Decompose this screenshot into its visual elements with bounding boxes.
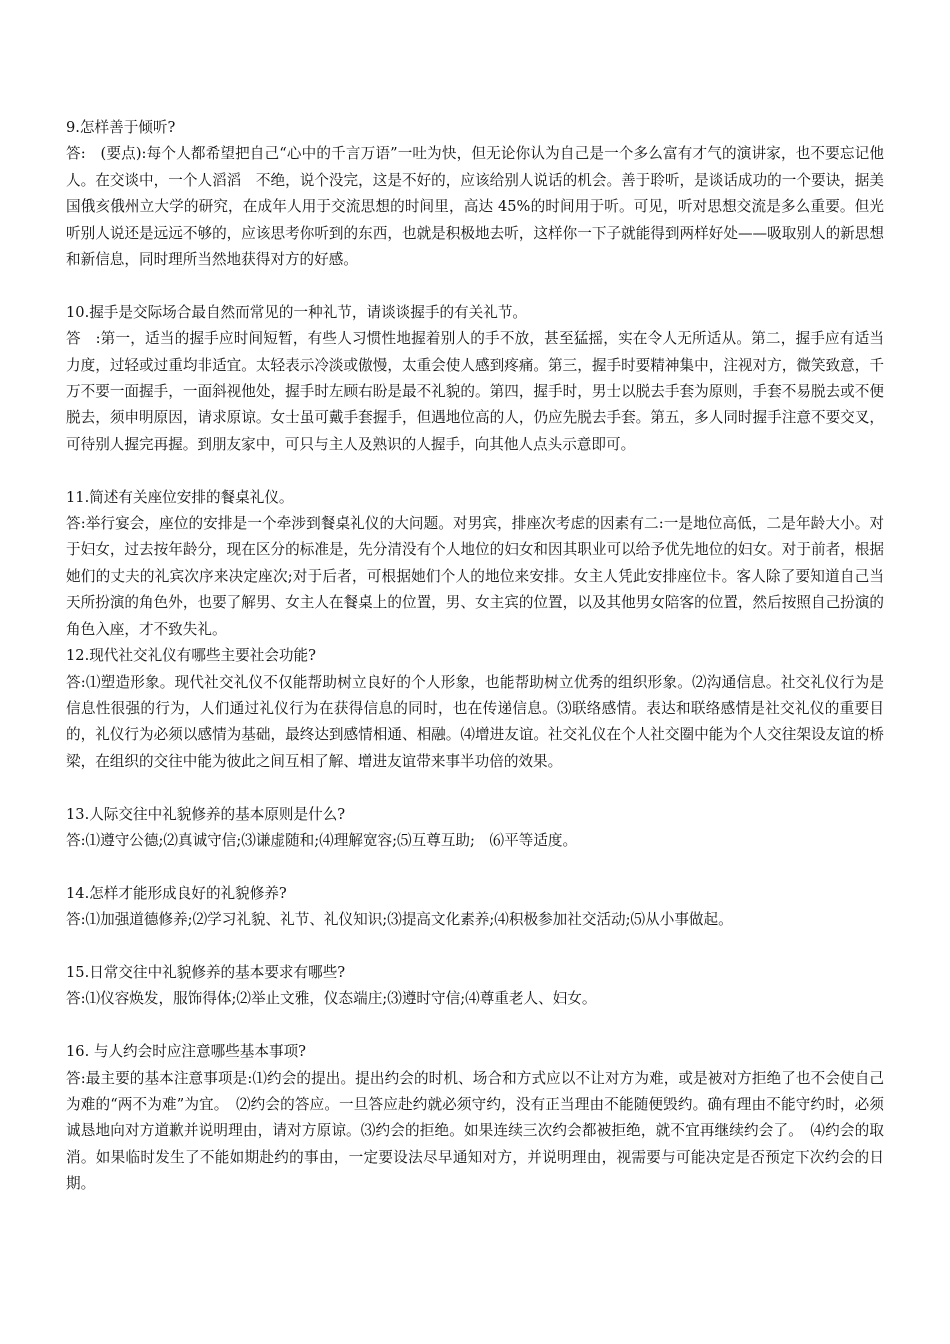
answer-text: 答:⑴加强道德修养;⑵学习礼貌、礼节、礼仪知识;⑶提高文化素养;⑷积极参加社交活动;⑸从小事做起。	[66, 911, 733, 929]
paragraph-gap	[66, 458, 884, 484]
answer-text: 答:⑴仪容焕发，服饰得体;⑵举止文雅，仪态端庄;⑶遵时守信;⑷尊重老人、妇女。	[66, 990, 597, 1008]
paragraph-gap	[66, 273, 884, 299]
question-text: 9.怎样善于倾听?	[66, 119, 176, 136]
paragraph-gap	[66, 1013, 884, 1039]
qa-item-15	[66, 960, 884, 1013]
answer-text: 答:最主要的基本注意事项是:⑴约会的提出。提出约会的时机、场合和方式应以不让对方为难，或是被对方拒绝了也不会使自己为难的“两不为难”为宜。 ⑵约会的答应。一旦答应赴约就必须守约，没有正当理由不能随便毁约。确有理由不能守约时，必须诚恳地向对方道歉并说明理由，请对方原谅。⑶约会的拒绝。如果连续三次约会都被拒绝，就不宜再继续约会了。 ⑷约会的取消。如果临时发生了不能如期赴约的事由，一定要设法尽早通知对方，并说明理由，视需要与可能决定是否预定下次约会的日期。	[66, 1069, 884, 1193]
question-text: 15.日常交往中礼貌修养的基本要求有哪些?	[66, 963, 346, 981]
question-text: 16. 与人约会时应注意哪些基本事项?	[66, 1043, 306, 1061]
qa-item-14	[66, 881, 884, 934]
document-page	[66, 115, 884, 1198]
answer-text: 答 :第一，适当的握手应时间短暂，有些人习惯性地握着别人的手不放，甚至猛摇，实在令人无所适从。第二，握手应有适当力度，过轻或过重均非适宜。太轻表示冷淡或傲慢，太重会使人感到疼痛。第三，握手时要精神集中，注视对方，微笑致意，千万不要一面握手，一面斜视他处，握手时左顾右盼是最不礼貌的。第四，握手时，男士以脱去手套为原则，手套不易脱去或不便脱去，须申明原因，请求原谅。女士虽可戴手套握手，但遇地位高的人，仍应先脱去手套。第五，多人同时握手注意不要交叉，可待别人握完再握。到朋友家中，可只与主人及熟识的人握手，向其他人点头示意即可。	[66, 330, 884, 453]
question-text: 10.握手是交际场合最自然而常见的一种礼节，请谈谈握手的有关礼节。	[66, 303, 528, 321]
qa-item-9	[66, 115, 884, 273]
answer-text: 答:⑴遵守公德;⑵真诚守信;⑶谦虚随和;⑷理解宽容;⑸互尊互助; ⑹平等适度。	[66, 831, 578, 849]
paragraph-gap	[66, 934, 884, 960]
qa-item-13	[66, 802, 884, 855]
qa-item-16	[66, 1039, 884, 1197]
answer-text: 答: (要点):每个人都希望把自己“心中的千言万语”一吐为快，但无论你认为自己是一个多么富有才气的演讲家，也不要忘记他人。在交谈中，一个人滔滔 不绝，说个没完，这是不好的，应该给别人说话的机会。善于聆听，是谈话成功的一个要诀，据美国俄亥俄州立大学的研究，在成年人用于交流思想的时间里，高达 45%的时间用于听。可见，听对思想交流是多么重要。但光听别人说还是远远不够的，应该思考你听到的东西，也就是积极地去听，这样你一下子就能得到两样好处——吸取别人的新思想和新信息，同时理所当然地获得对方的好感。	[66, 145, 884, 269]
qa-item-12	[66, 643, 884, 775]
answer-text: 答:举行宴会，座位的安排是一个牵涉到餐桌礼仪的大问题。对男宾，排座次考虑的因素有二:一是地位高低，二是年龄大小。对于妇女，过去按年龄分，现在区分的标准是，先分清没有个人地位的妇女和因其职业可以给予优先地位的妇女。对于前者，根据她们的丈夫的礼宾次序来决定座次;对于后者，可根据她们个人的地位来安排。女主人凭此安排座位卡。客人除了要知道自己当天所扮演的角色外，也要了解男、女主人在餐桌上的位置，男、女主宾的位置，以及其他男女陪客的位置，然后按照自己扮演的角色入座，才不致失礼。	[66, 515, 884, 638]
question-text: 12.现代社交礼仪有哪些主要社会功能?	[66, 647, 316, 665]
question-text: 11.简述有关座位安排的餐桌礼仪。	[66, 488, 294, 506]
answer-text: 答:⑴塑造形象。现代社交礼仪不仅能帮助树立良好的个人形象，也能帮助树立优秀的组织形象。⑵沟通信息。社交礼仪行为是信息性很强的行为，人们通过礼仪行为在获得信息的同时，也在传递信息。⑶联络感情。表达和联络感情是社交礼仪的重要目的，礼仪行为必须以感情为基础，最终达到感情相通、相融。⑷增进友谊。社交礼仪在个人社交圈中能为个人交往架设友谊的桥梁，在组织的交往中能为彼此之间互相了解、增进友谊带来事半功倍的效果。	[66, 673, 884, 770]
question-text: 14.怎样才能形成良好的礼貌修养?	[66, 884, 287, 902]
paragraph-gap	[66, 854, 884, 880]
qa-item-10	[66, 300, 884, 458]
paragraph-gap	[66, 775, 884, 801]
question-text: 13.人际交往中礼貌修养的基本原则是什么?	[66, 805, 346, 823]
qa-item-11	[66, 485, 884, 643]
